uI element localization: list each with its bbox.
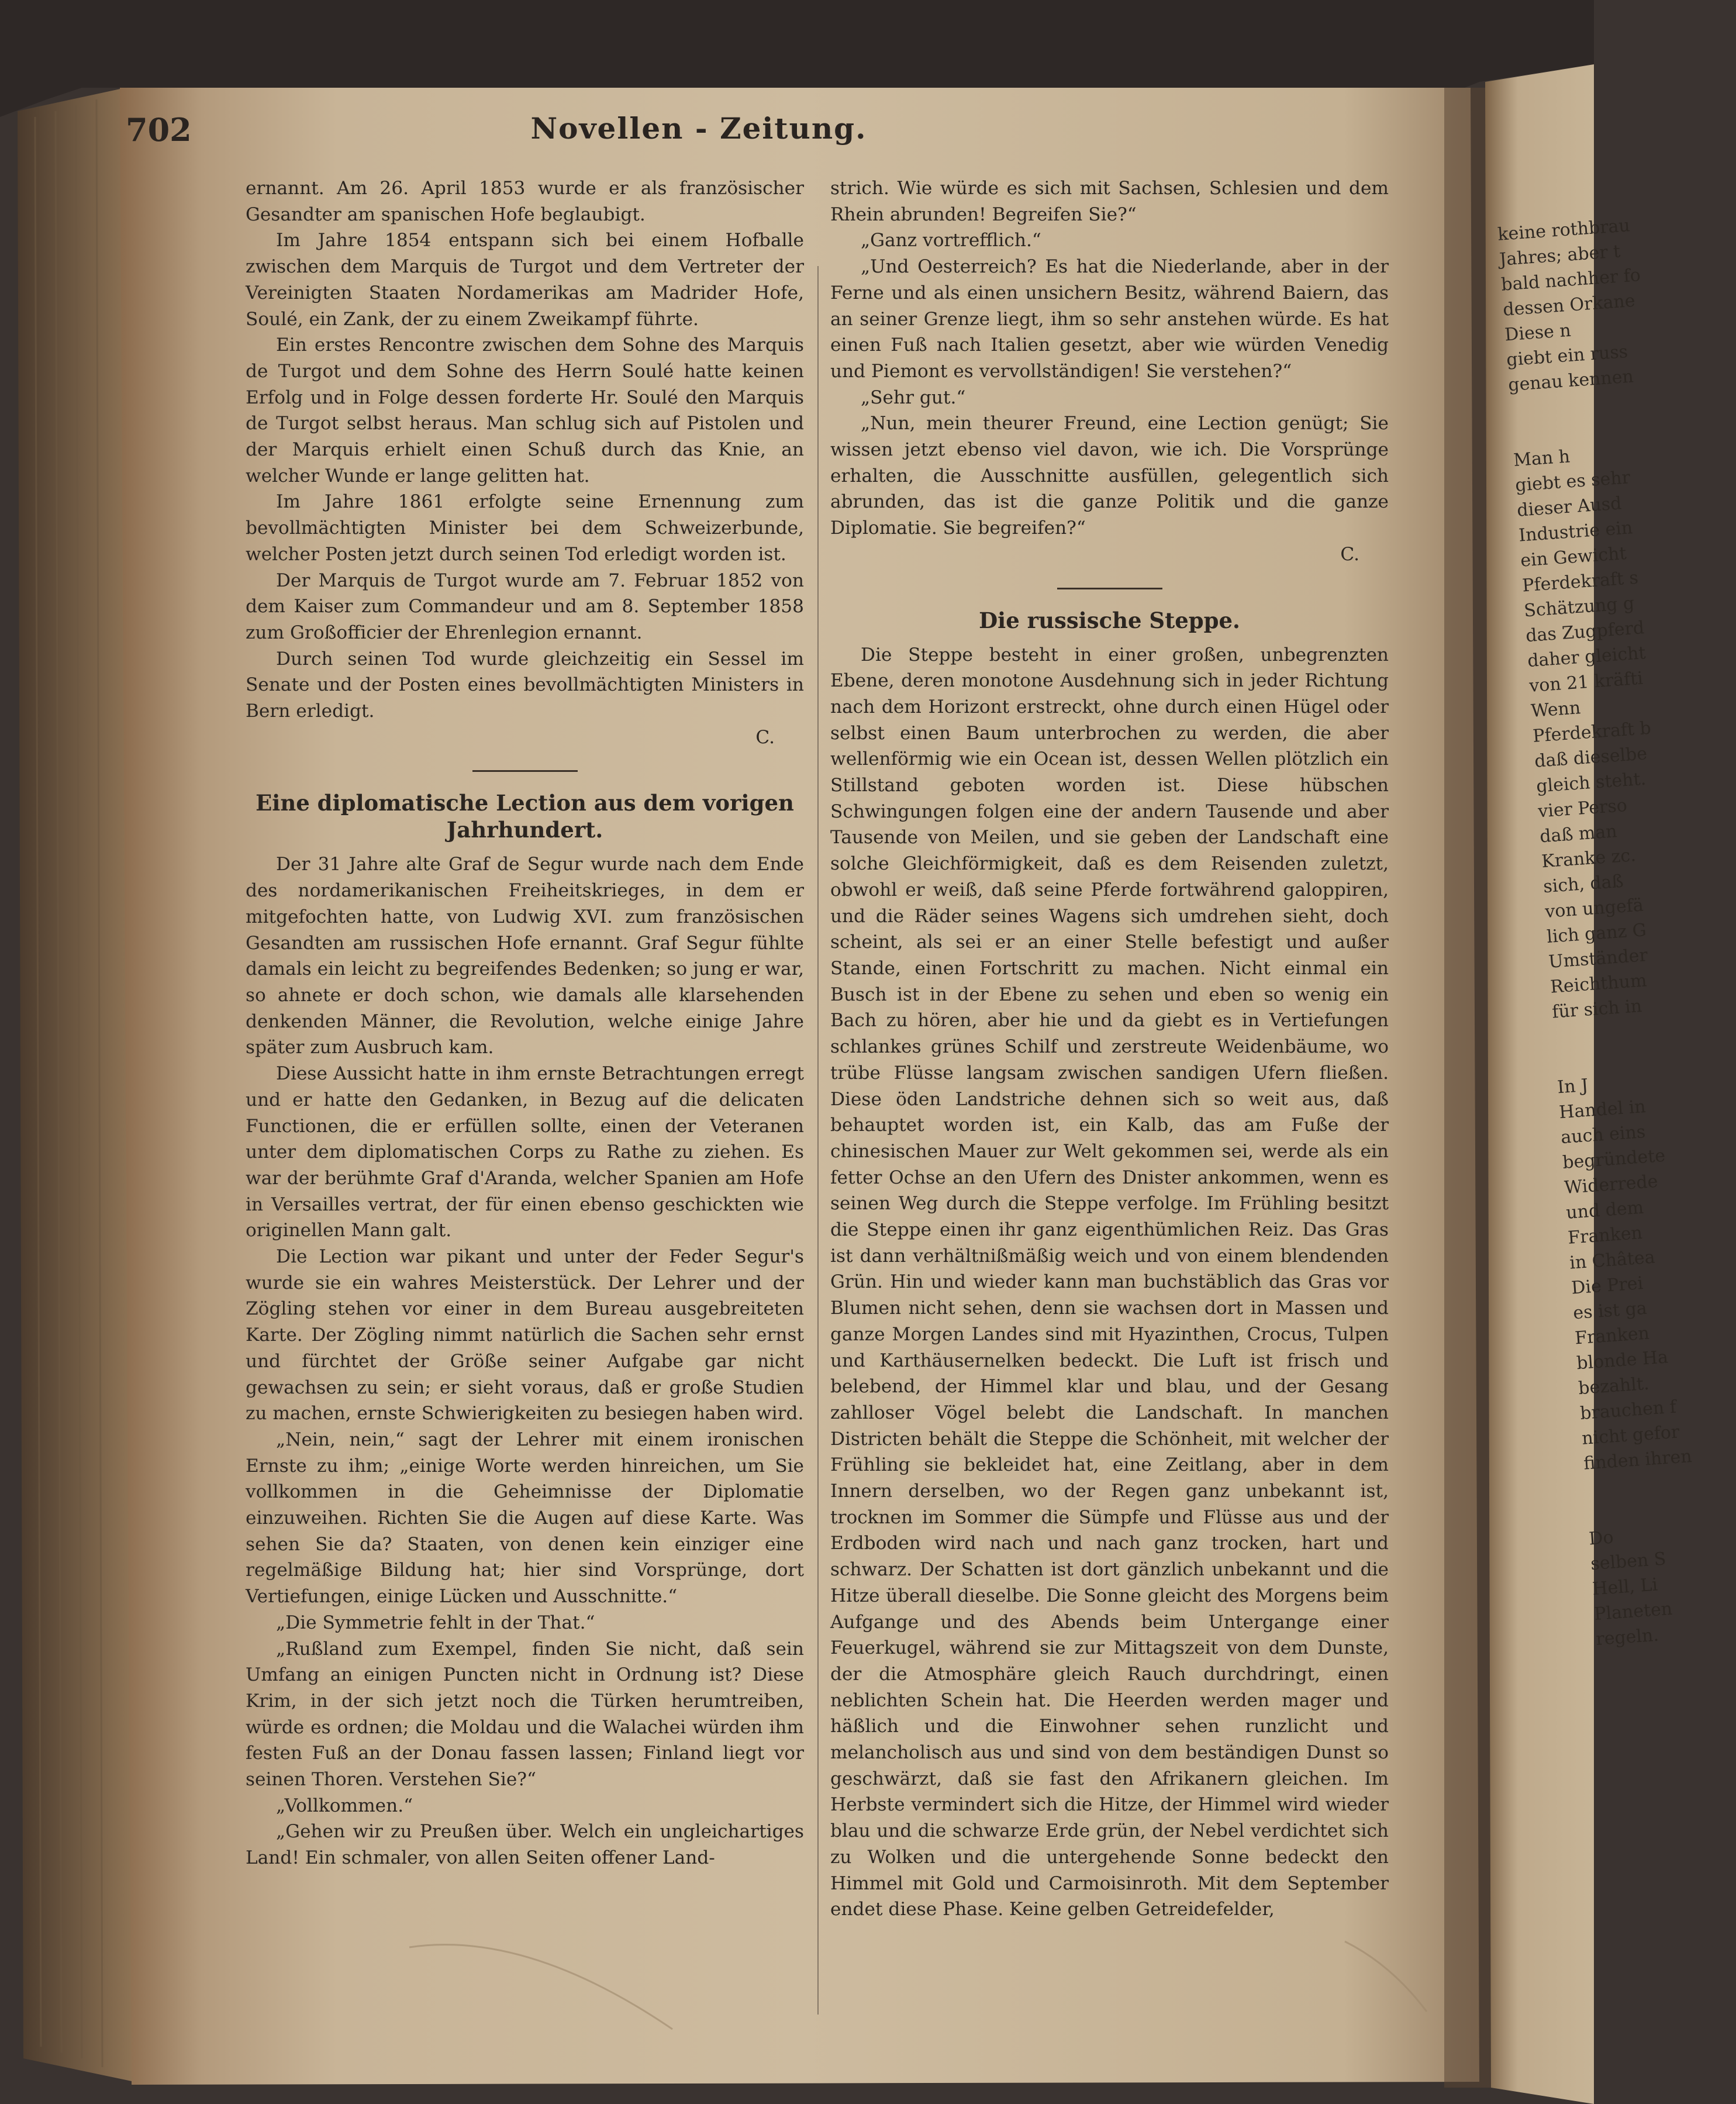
page-header xyxy=(126,111,1272,164)
paragraph: Die Lection war pikant und unter der Feder Segur's wurde sie ein wahres Meisterstück. Der Lehrer und der Zögling stehen vor einer in dem Bureau ausgebreiteten Karte. Der Zögling nimmt natürlich die Sachen sehr ernst und fürchtet der Größe seiner Aufgabe gar nicht gewachsen zu sein; er sieht voraus, daß er große Studien zu machen, ernste Schwierigkeiten zu besiegen haben wird. xyxy=(246,1246,804,1424)
facing-page-line: es ist ga xyxy=(1572,1298,1648,1324)
paragraph: strich. Wie würde es sich mit Sachsen, Schlesien und dem Rhein abrunden! Begreifen Sie?“ xyxy=(830,178,1389,225)
paragraph: „Vollkommen.“ xyxy=(276,1795,413,1816)
paragraph: Die Steppe besteht in einer großen, unbegrenzten Ebene, deren monotone Ausdehnung sich in jeder Richtung nach dem Horizont erstreckt, ohne durch einen Hügel oder selbst einen Baum unterbrochen zu werden, die aber wellenförmig wie ein Ocean ist, dessen Wellen plötzlich ein Stillstand geboten worden ist. Diese hübschen Schwingungen folgen eine der andern Tausende und aber Tausende von Meilen, und sie geben der Landschaft eine solche Gleichförmigkeit, daß es dem Reisenden zuletzt, obwohl er weiß, daß seine Pferde fortwährend galoppiren, und die Räder seines Wagens sich umdrehen sieht, doch scheint, als sei er an einer Stelle befestigt und außer Stande, einen Fortschritt zu machen. Nicht einmal ein Busch ist in der Ebene zu sehen und eben so wenig ein Bach zu hören, aber hie und da giebt es in Vertiefungen schlankes grünes Schilf und zerstreute Weidenbäume, wo trübe Flüsse langsam zwischen sandigen Ufern fließen. Diese öden Landstriche dehnen sich so weit aus, daß behauptet worden ist, ein Kalb, das am Fuße der chinesischen Mauer zur Welt gekommen sei, werde als ein fetter Ochse an den Ufern des Dnister ankommen, wenn es seinen Weg durch die Steppe verfolge. Im Frühling besitzt die Steppe einen ihr ganz eigenthümlichen Reiz. Das Gras ist dann verhältnißmäßig weich und von einem blendenden Grün. Hin und wieder kann man buchstäblich das Gras vor Blumen nicht sehen, denn sie wachsen dort in Massen und ganze Morgen Landes sind mit Hyazinthen, Crocus, Tulpen und Karthäusernelken bedeckt. Die Luft ist frisch und belebend, der Himmel klar und blau, und der Gesang zahlloser Vögel belebt die Landschaft. In manchen Districten behält die Steppe die Schönheit, mit welcher der Frühling sie bekleidet hat, eine Zeitlang, aber in dem Innern derselben, wo der Regen ganz unbekannt ist, trocknen im Sommer die Sümpfe und Flüsse aus und der Erdboden wird nach und nach ganz trocken, hart und schwarz. Der Schatten ist dort gänzlich unbekannt und die Hitze überall dieselbe. Die Sonne gleicht des Morgens beim Aufgange und des Abends beim Untergange einer Feuerkugel, während sie zur Mittagszeit von dem Dunste, der die Atmosphäre gleich Rauch durchdringt, einen neblichten Schein hat. Die Heerden werden mager und häßlich und die Einwohner sehen runzlicht und melancholisch aus und sind von dem beständigen Dunst so geschwärzt, daß sie fast den Afrikanern gleichen. Im Herbste vermindert sich die Hitze, der Himmel wird wieder blau und die schwarze Erde grün, der Nebel verdichtet sich zu Wolken und die untergehende Sonne bedeckt den Himmel mit Gold und Carmoisinroth. Mit dem September endet diese Phase. Keine gelben Getreidefelder, xyxy=(830,644,1389,1920)
paragraph: Diese Aussicht hatte in ihm ernste Betrachtungen erregt und er hatte den Gedanken, in Bezug auf die delicaten Functionen, die er erfüllen sollte, einen der Veteranen unter dem diplomatischen Corps zu Rathe zu ziehen. Es war der berühmte Graf d'Aranda, welcher Spanien am Hofe in Versailles vertrat, der für einen ebenso geschickten wie originellen Mann galt. xyxy=(246,1063,804,1241)
facing-page-line: finden ihren xyxy=(1583,1446,1693,1474)
facing-page-line: brauchen f xyxy=(1579,1396,1677,1424)
facing-page-line: daher gleicht xyxy=(1527,643,1647,672)
paragraph: Im Jahre 1854 entspann sich bei einem Hofballe zwischen dem Marquis de Turgot und dem Vertreter der Vereinigten Staaten Nordamerikas am Madrider Hofe, Soulé, ein Zank, der zu einem Zweikampf führte. xyxy=(246,230,804,330)
facing-page-line: von ungefä xyxy=(1544,895,1644,923)
facing-page-line: Franken xyxy=(1567,1222,1644,1248)
facing-page-line: lich ganz G xyxy=(1546,920,1647,947)
facing-page-line: Schätzung g xyxy=(1523,593,1635,622)
paragraph: „Gehen wir zu Preußen über. Welch ein ungleichartiges Land! Ein schmaler, von allen Seiten offener Land- xyxy=(246,1821,804,1869)
facing-page-line: begründete xyxy=(1562,1145,1666,1174)
facing-page-line: in Châtea xyxy=(1569,1247,1656,1274)
paragraph: „Nun, mein theurer Freund, eine Lection genügt; Sie wissen jetzt ebenso viel davon, wie ich. Die Vorsprünge erhalten, die Ausschnitte ausfüllen, gelegentlich sich abrunden, das ist die ganze Politik und die ganze Diplomatie. Sie begreifen?“ xyxy=(830,413,1389,539)
paragraph: Der 31 Jahre alte Graf de Segur wurde nach dem Ende des nordamerikanischen Freiheitskrieges, in dem er mitgefochten hatte, von Ludwig XVI. zum französischen Gesandten am russischen Hofe ernannt. Graf Segur fühlte damals ein leicht zu begreifendes Bedenken; so jung er war, so ahnete er doch schon, wie damals alle klarsehenden denkenden Männer, die Revolution, welche einige Jahre später zum Ausbruch kam. xyxy=(246,854,804,1058)
facing-page-line: Handel in xyxy=(1558,1096,1647,1123)
right-column xyxy=(830,175,1389,1923)
facing-page-line: Jahres; aber t xyxy=(1499,241,1621,270)
facing-page-line: Franken xyxy=(1574,1323,1651,1349)
paragraph: „Sehr gut.“ xyxy=(861,387,966,408)
article-title: Die russische Steppe. xyxy=(979,607,1240,633)
facing-page-line: Do xyxy=(1588,1527,1614,1550)
paragraph: „Und Oesterreich? Es hat die Niederlande, aber in der Ferne und als einen unsichern Besitz, während Baiern, das an seiner Grenze liegt, ihm so sehr anstehen würde. Es hat einen Fuß nach Italien gesetzt, aber wie würden Venedig und Piemont es vervollständigen! Sie verstehen?“ xyxy=(830,256,1389,382)
facing-page-line: Man h xyxy=(1513,446,1571,471)
facing-page-line: Widerrede xyxy=(1564,1171,1659,1198)
facing-page-line: das Zugpferd xyxy=(1525,618,1645,647)
facing-page-line: Wenn xyxy=(1530,698,1582,722)
article-title: Eine diplomatische Lection aus dem vorigen Jahrhundert. xyxy=(256,790,794,843)
facing-page-line: Die Prei xyxy=(1571,1273,1644,1299)
paragraph: „Rußland zum Exempel, finden Sie nicht, daß sein Umfang an einigen Puncten nicht in Ordnung ist? Diese Krim, in der sich jetzt noch die Türken herumtreiben, würde es ordnen; die Moldau und die Walachei würden ihm festen Fuß an der Donau fassen lassen; Finland liegt vor seinen Thoren. Verstehen Sie?“ xyxy=(246,1638,804,1791)
facing-page-line: giebt es sehr xyxy=(1514,467,1631,496)
column-divider xyxy=(817,266,819,2015)
facing-page-line: für sich in xyxy=(1551,996,1643,1023)
facing-page-line: bald nachher fo xyxy=(1500,265,1642,295)
facing-page-line: blonde Ha xyxy=(1576,1347,1669,1374)
facing-page-line: ein Gewicht xyxy=(1520,543,1627,571)
facing-page-line: regeln. xyxy=(1595,1624,1659,1650)
facing-page-line: vier Perso xyxy=(1537,795,1628,822)
paragraph: „Die Symmetrie fehlt in der That.“ xyxy=(276,1612,595,1633)
facing-page-line: keine rothbrau xyxy=(1497,215,1631,245)
facing-page-line: und dem xyxy=(1565,1197,1645,1223)
author-signature: C. xyxy=(1340,543,1359,565)
facing-page-line: dieser Ausd xyxy=(1516,493,1623,521)
paragraph: „Ganz vortrefflich.“ xyxy=(861,230,1041,251)
page-number: 702 xyxy=(126,111,192,149)
facing-page-line: auch eins xyxy=(1560,1122,1647,1148)
facing-page-line: gleich steht. xyxy=(1535,768,1647,797)
section-divider xyxy=(1057,588,1162,589)
facing-page-line: bezahlt. xyxy=(1578,1373,1650,1399)
facing-page-line: Diese n xyxy=(1504,320,1572,346)
paragraph: Durch seinen Tod wurde gleichzeitig ein Sessel im Senate und der Posten eines bevollmächtigten Ministers in Bern erledigt. xyxy=(246,648,804,722)
facing-page-line: nicht gefor xyxy=(1581,1422,1680,1449)
facing-page-line: Kranke zc. xyxy=(1541,845,1637,872)
section-divider xyxy=(472,770,578,772)
author-signature: C. xyxy=(755,726,775,748)
facing-page-line: Pferdekraft b xyxy=(1532,718,1652,747)
facing-page-line: Hell, Li xyxy=(1592,1574,1659,1600)
facing-page-line: Industrie ein xyxy=(1518,518,1634,546)
facing-page-line: Reichthum xyxy=(1549,970,1648,998)
facing-page-line: dessen Orkane xyxy=(1502,290,1636,320)
facing-page-line: daß man xyxy=(1539,821,1618,847)
facing-page-line: Planeten xyxy=(1593,1598,1673,1625)
facing-page-line: genau kennen xyxy=(1507,366,1634,396)
facing-page-line: giebt ein russ xyxy=(1506,341,1629,371)
paragraph: „Nein, nein,“ sagt der Lehrer mit einem ironischen Ernste zu ihm; „einige Worte werden hinreichen, um Sie vollkommen in die Geheimnisse der Diplomatie einzuweihen. Richten Sie die Augen auf diese Karte. Was sehen Sie da? Staaten, von denen kein einziger eine regelmäßige Bildung hat; hier sind Vorsprünge, dort Vertiefungen, einige Lücken und Ausschnitte.“ xyxy=(246,1429,804,1608)
facing-page-line: Umständer xyxy=(1548,945,1648,972)
running-head-title: Novellen - Zeitung. xyxy=(530,111,867,146)
left-column xyxy=(246,175,804,1871)
paragraph: Ein erstes Rencontre zwischen dem Sohne des Marquis de Turgot und dem Sohne des Herrn Soulé hatte keinen Erfolg und in Folge dessen forderte Hr. Soulé den Marquis de Turgot selbst heraus. Man schlug sich auf Pistolen und der Marquis erhielt einen Schuß durch das Knie, an welcher Wunde er lange gelitten hat. xyxy=(246,334,804,487)
facing-page-line: In J xyxy=(1556,1075,1589,1098)
paragraph: ernannt. Am 26. April 1853 wurde er als französischer Gesandter am spanischen Hofe beglaubigt. xyxy=(246,178,804,225)
facing-page-line: von 21 kräfti xyxy=(1528,668,1644,697)
facing-page-line: Pferdekraft s xyxy=(1521,567,1640,596)
paragraph: Im Jahre 1861 erfolgte seine Ernennung zum bevollmächtigten Minister bei dem Schweizerbunde, welcher Posten jetzt durch seinen Tod erledigt worden ist. xyxy=(246,491,804,565)
paragraph: Der Marquis de Turgot wurde am 7. Februar 1852 von dem Kaiser zum Commandeur und am 8. September 1858 zum Großofficier der Ehrenlegion ernannt. xyxy=(246,570,804,643)
facing-page-line: selben S xyxy=(1590,1548,1667,1575)
facing-page-line: daß dieselbe xyxy=(1534,743,1648,772)
facing-page-line: sich, daß xyxy=(1542,871,1624,898)
